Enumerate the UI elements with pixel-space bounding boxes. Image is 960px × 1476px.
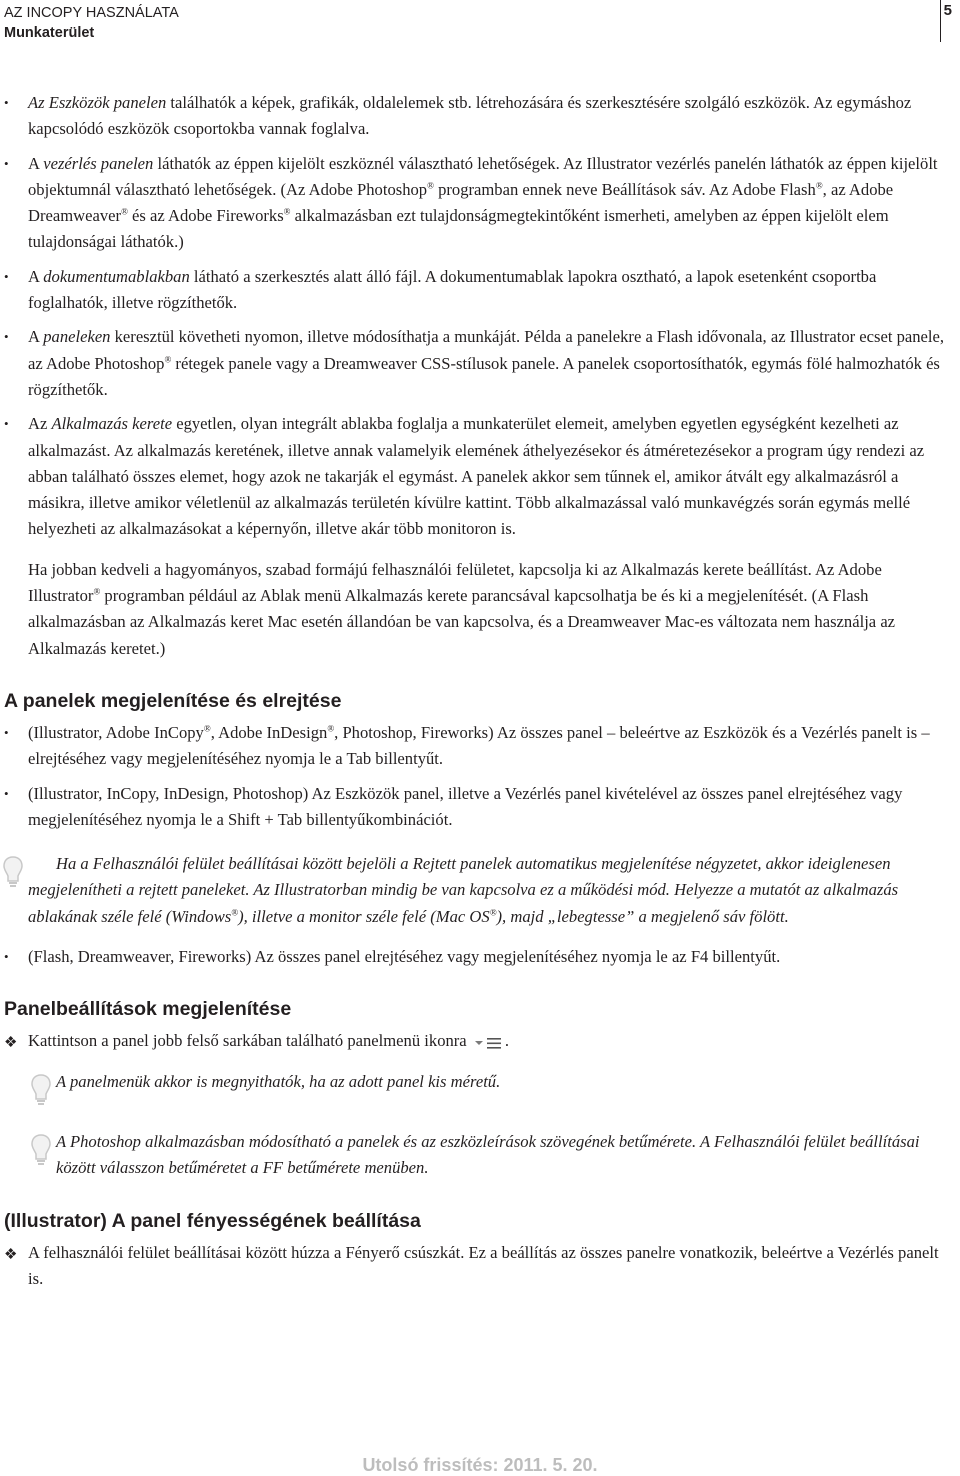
- tip-note: [0, 1069, 960, 1095]
- paragraph: [0, 557, 960, 662]
- step-text: .: [504, 1031, 509, 1051]
- term: vezérlés panelen: [43, 153, 154, 173]
- item-text: , Adobe InDesign: [210, 722, 328, 742]
- registered-mark: ®: [121, 206, 128, 217]
- item-text: A: [28, 266, 44, 286]
- chapter-title: Munkaterület: [4, 25, 95, 41]
- item-text: programban ennek neve Beállítások sáv. Az Adobe Flash: [433, 179, 816, 199]
- tip-text: Ha a Felhasználói felület beállításai között bejelöli a Rejtett panelek automatikus megjelenítése négyzetet, akkor ideiglenesen megjelenítheti a rejtett paneleket. Az Illustratorban mindig be van kapcsolva ez a működési mód. Helyezze a mutatót az alkalmazás ablakának széle felé (Windows: [28, 854, 899, 926]
- section-heading: Panelbeállítások megjelenítése: [4, 998, 292, 1021]
- term: paneleken: [43, 327, 111, 347]
- step-item: [0, 1028, 960, 1054]
- tip-text: ), majd „lebegtesse” a megjelenő sáv fölött.: [496, 906, 789, 926]
- book-title: AZ INCOPY HASZNÁLATA: [4, 5, 179, 21]
- list-item: • (Flash, Dreamweaver, Fireworks) Az összes panel elrejtéséhez vagy megjelenítéséhez nyomja le az F4 billentyűt.: [0, 944, 960, 970]
- item-text: A: [28, 327, 44, 347]
- registered-mark: ®: [231, 907, 239, 918]
- footer-last-updated: Utolsó frissítés: 2011. 5. 20.: [362, 1455, 598, 1475]
- item-text: , az Adobe Dreamweaver: [28, 179, 894, 226]
- item-text: láthatók az éppen kijelölt eszköznél választható lehetőségek. Az Illustrator vezérlés panelén láthatók az éppen kijelölt objektumnál választható lehetőségek. (Az Adobe Photoshop: [28, 153, 938, 199]
- list-item: [0, 264, 960, 317]
- registered-mark: ®: [489, 907, 497, 918]
- item-text: alkalmazásban ezt tulajdonságmegtekintőként ismerheti, amelyben az éppen kijelölt elem tulajdonságai láthatók.): [28, 206, 889, 252]
- list-item: [0, 720, 960, 773]
- item-text: egyetlen, olyan integrált ablakba foglalja a munkaterület elemeit, amelyben egyetlen egységként kezelheti az alkalmazást. Az alkalmazás keretének, illetve annak valamelyik elemének áthelyezésekor és átméretezésekor a program úgy rendezi az abban található összes elemet, hogy azok ne takarják el egymást. A panelek akkor sem tűnnek el, amikor átvált egy alkalmazásról a másikra, illetve amikor véletlenül az alkalmazás területén kívülre kattint. Több alkalmazással való munkavégzés során egymás mellé helyezheti az alkalmazásokat a képernyőn, illetve akár több monitoron is.: [28, 414, 925, 539]
- list-item: [0, 411, 960, 542]
- tip-note: [0, 1129, 960, 1182]
- section-heading: A panelek megjelenítése és elrejtése: [4, 689, 342, 712]
- panel-menu-icon: [471, 1035, 505, 1051]
- running-header: [4, 3, 179, 43]
- step-text: Kattintson a panel jobb felső sarkában található panelmenü ikonra: [28, 1031, 467, 1051]
- page-number: 5: [943, 2, 952, 19]
- item-text: találhatók a képek, grafikák, oldalelemek stb. létrehozására és szerkesztésére szolgáló eszközök. Az egymáshoz kapcsolódó eszközök csoportokba vannak foglalva.: [28, 93, 912, 139]
- registered-mark: ®: [815, 180, 823, 191]
- term: dokumentumablakban: [43, 266, 190, 286]
- item-text: látható a szerkesztés alatt álló fájl. A dokumentumablak lapokra osztható, a lapok esetenként csoportba foglalhatók, illetve rögzíthetők.: [28, 266, 877, 313]
- lightbulb-icon: [30, 1073, 52, 1107]
- list-item: [0, 151, 960, 256]
- tip-text: A Photoshop alkalmazásban módosítható a panelek és az eszközleírások szövegének betűmérete. A Felhasználói felület beállításai között válasszon betűméretet a FF betűmérete menüben.: [56, 1131, 920, 1178]
- registered-mark: ®: [203, 723, 211, 734]
- item-text: , Photoshop, Fireworks) Az összes panel – beleértve az Eszközök és a Vezérlés panelt is – elrejtéséhez vagy megjelenítéséhez nyomja le a Tab billentyűt.: [28, 722, 930, 769]
- registered-mark: ®: [164, 354, 172, 365]
- registered-mark: ®: [93, 586, 101, 597]
- list-item: • (Illustrator, InCopy, InDesign, Photoshop) Az Eszközök panel, illetve a Vezérlés panel kivételével az összes panel elrejtéséhez vagy megjelenítéséhez nyomja le a Shift + Tab billentyűkombinációt.: [0, 781, 960, 834]
- header-divider: [940, 0, 941, 42]
- page-content: [0, 90, 960, 1300]
- tip-text: ), illetve a monitor széle felé (Mac OS: [238, 906, 490, 926]
- registered-mark: ®: [283, 206, 291, 217]
- step-item: [0, 1240, 960, 1293]
- item-text: és az Adobe Fireworks: [127, 206, 284, 226]
- item-text: Az: [28, 414, 52, 434]
- registered-mark: ®: [327, 723, 335, 734]
- lightbulb-icon: [30, 1133, 52, 1167]
- paragraph-text: Ha jobban kedveli a hagyományos, szabad formájú felhasználói felületet, kapcsolja ki az Alkalmazás kerete beállítást. Az Adobe Illustrator: [28, 559, 882, 606]
- paragraph-text: programban például az Ablak menü Alkalmazás kerete parancsával kapcsolhatja be és ki a megjelenítését. (A Flash alkalmazásban az Alkalmazás keret Mac esetén állandóan be van kapcsolva, és a Dreamweaver Mac-es változata nem használja az Alkalmazás keretet.): [28, 586, 896, 658]
- section-heading: (Illustrator) A panel fényességének beállítása: [4, 1209, 421, 1232]
- term: Alkalmazás kerete: [51, 414, 173, 434]
- list-item: [0, 90, 960, 143]
- step-marker-icon: ❖: [4, 1035, 18, 1052]
- tip-note: [0, 851, 960, 930]
- list-item: [0, 324, 960, 403]
- registered-mark: ®: [427, 180, 434, 191]
- item-text: keresztül követheti nyomon, illetve módosíthatja a munkáját. Példa a panelekre a Flash idővonala, az Illustrator ecset panele, az Adobe Photoshop: [28, 327, 945, 373]
- item-text: A: [28, 153, 44, 173]
- item-text: rétegek panele vagy a Dreamweaver CSS-stílusok panele. A panelek csoportosíthatók, egymás fölé halmozhatók és rögzíthetők.: [28, 353, 940, 399]
- item-text: (Illustrator, Adobe InCopy: [28, 722, 204, 742]
- tip-text: A panelmenük akkor is megnyithatók, ha az adott panel kis méretű.: [56, 1071, 501, 1091]
- term: Az Eszközök panelen: [28, 93, 167, 112]
- step-marker-icon: ❖: [4, 1246, 18, 1263]
- step-text: A felhasználói felület beállításai között húzza a Fényerő csúszkát. Ez a beállítás az összes panelre vonatkozik, beleértve a Vezérlés panelt is.: [28, 1242, 939, 1288]
- lightbulb-icon: [2, 855, 24, 889]
